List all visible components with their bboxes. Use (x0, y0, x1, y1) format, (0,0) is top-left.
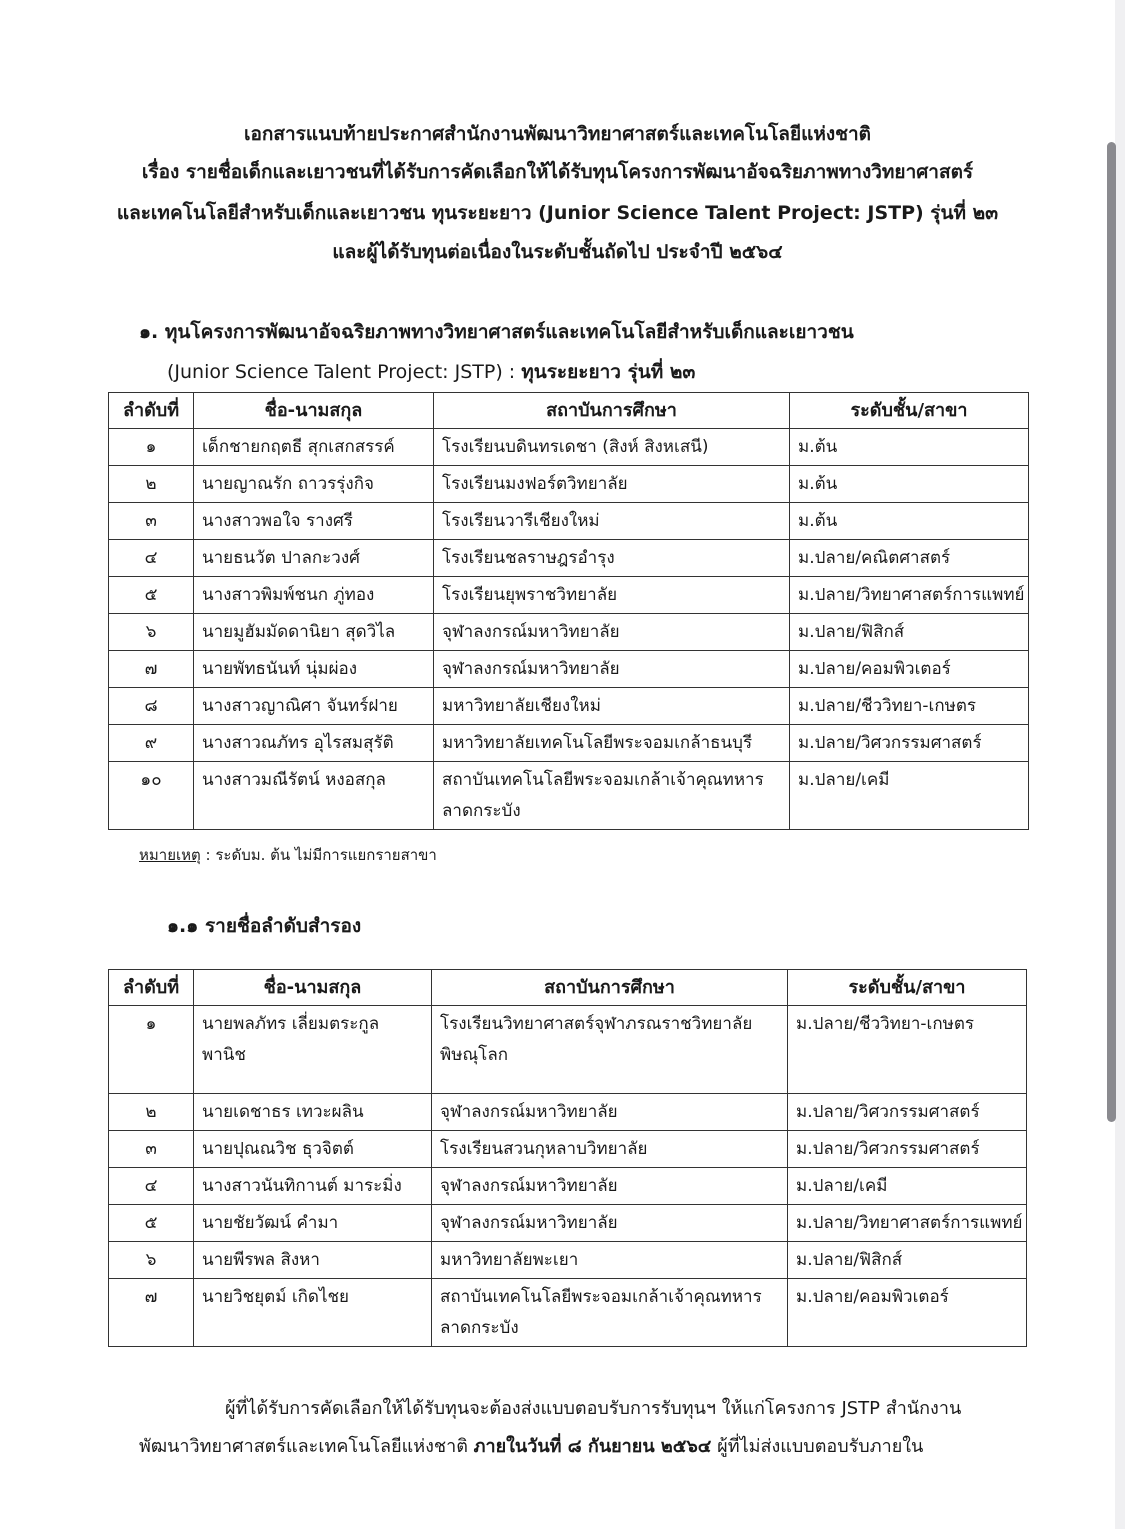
cell-no (109, 1094, 194, 1131)
cell-school-text: จุฬาลงกรณ์มหาวิทยาลัย (440, 1102, 618, 1122)
cell-school-text: จุฬาลงกรณ์มหาวิทยาลัย (442, 622, 620, 642)
table-header-row (109, 393, 1029, 429)
cell-school-text: จุฬาลงกรณ์มหาวิทยาลัย (442, 659, 620, 679)
table-row (109, 762, 1029, 830)
col-header-level: ระดับชั้น/สาขา (788, 970, 1027, 1006)
cell-school (434, 466, 790, 503)
cell-level-text: ม.ปลาย/ชีววิทยา-เกษตร (798, 696, 977, 716)
cell-no (109, 503, 194, 540)
cell-name-text: นายพลภัทร เลี่ยมตระกูล (202, 1014, 380, 1034)
cell-no-text: ๗ (144, 659, 158, 679)
cell-name-text: นางสาวพิมพ์ชนก ภู่ทอง (202, 585, 375, 605)
cell-no (109, 466, 194, 503)
table-row (109, 1205, 1027, 1242)
cell-no (109, 1205, 194, 1242)
cell-name-text: นางสาวพอใจ รางศรี (202, 511, 353, 531)
col-header-school: สถาบันการศึกษา (434, 393, 790, 429)
col-header-name: ชื่อ-นามสกุล (194, 970, 432, 1006)
cell-level-text: ม.ปลาย/วิศวกรรมศาสตร์ (796, 1102, 980, 1122)
cell-school-text: โรงเรียนวิทยาศาสตร์จุฬาภรณราชวิทยาลัย (440, 1014, 753, 1034)
cell-no-text: ๙ (144, 733, 158, 753)
cell-level-text: ม.ปลาย/คณิตศาสตร์ (798, 548, 951, 568)
doc-title-line-1: เอกสารแนบท้ายประกาศสำนักงานพัฒนาวิทยาศาสตร์และเทคโนโลยีแห่งชาติ (243, 123, 872, 145)
cell-name (194, 614, 434, 651)
cell-school (432, 1168, 788, 1205)
cell-level (790, 466, 1029, 503)
cell-name (194, 762, 434, 830)
reserve-table (108, 969, 1027, 1347)
cell-no (109, 1279, 194, 1347)
cell-name-text: นายปุณณวิช ธุวจิตต์ (202, 1139, 354, 1159)
cell-school (434, 429, 790, 466)
footer-deadline: ภายในวันที่ ๘ กันยายน ๒๕๖๔ (473, 1436, 712, 1457)
cell-no-text: ๗ (144, 1287, 158, 1307)
cell-name-text: นายธนวัต ปาลกะวงศ์ (202, 548, 360, 568)
section-1-subtitle (167, 360, 695, 384)
cell-school-text: โรงเรียนบดินทรเดชา (สิงห์ สิงหเสนี) (442, 437, 709, 457)
cell-name (194, 503, 434, 540)
cell-school (432, 1279, 788, 1347)
cell-school-text: จุฬาลงกรณ์มหาวิทยาลัย (440, 1213, 618, 1233)
cell-name-text: นางสาวมณีรัตน์ หงอสกุล (202, 770, 386, 790)
cell-school-text: โรงเรียนยุพราชวิทยาลัย (442, 585, 618, 605)
table-row (109, 1094, 1027, 1131)
cell-level (788, 1242, 1027, 1279)
cell-no-text: ๘ (144, 696, 158, 716)
cell-no (109, 577, 194, 614)
section-1-title: ๑. ทุนโครงการพัฒนาอัจฉริยภาพทางวิทยาศาสตร์และเทคโนโลยีสำหรับเด็กและเยาวชน (139, 321, 854, 343)
cell-no (109, 651, 194, 688)
cell-level-text: ม.ปลาย/วิศวกรรมศาสตร์ (798, 733, 982, 753)
scrollbar-thumb[interactable] (1107, 142, 1116, 1122)
table-row (109, 466, 1029, 503)
cell-name-text: นายเดชาธร เทวะผลิน (202, 1102, 364, 1122)
cell-name-text: นางสาวณภัทร อุไรสมสุรัติ (202, 733, 394, 753)
cell-no (109, 762, 194, 830)
cell-no-text: ๑ (145, 1014, 157, 1034)
cell-level-text: ม.ปลาย/ชีววิทยา-เกษตร (796, 1014, 975, 1034)
cell-level-text: ม.ปลาย/เคมี (798, 770, 890, 790)
footer-paragraph-line-1: ผู้ที่ได้รับการคัดเลือกให้ได้รับทุนจะต้องส่งแบบตอบรับการรับทุนฯ ให้แก่โครงการ JSTP สำนักงาน (225, 1398, 962, 1419)
table-note (139, 844, 437, 866)
cell-school (432, 1242, 788, 1279)
footer-line-2-start: พัฒนาวิทยาศาสตร์และเทคโนโลยีแห่งชาติ (139, 1436, 474, 1457)
cell-school-text: โรงเรียนมงฟอร์ตวิทยาลัย (442, 474, 628, 494)
cell-no (109, 1168, 194, 1205)
cell-level (790, 762, 1029, 830)
section-1-subtitle-batch: ทุนระยะยาว รุ่นที่ ๒๓ (521, 361, 696, 383)
cell-school (434, 614, 790, 651)
cell-no (109, 688, 194, 725)
note-label: หมายเหตุ (139, 846, 201, 864)
cell-level (788, 1131, 1027, 1168)
cell-level-text: ม.ปลาย/วิศวกรรมศาสตร์ (796, 1139, 980, 1159)
cell-level-text: ม.ต้น (798, 474, 838, 494)
cell-name (194, 429, 434, 466)
cell-name (194, 1168, 432, 1205)
cell-name-text: นางสาวนันทิกานต์ มาระมิ่ง (202, 1176, 402, 1196)
section-1-1-title: ๑.๑ รายชื่อลำดับสำรอง (167, 915, 362, 937)
cell-school-text: โรงเรียนวารีเชียงใหม่ (442, 511, 600, 531)
cell-level-text: ม.ปลาย/เคมี (796, 1176, 888, 1196)
cell-school (432, 1006, 788, 1094)
table-row (109, 1168, 1027, 1205)
cell-level (790, 688, 1029, 725)
cell-school-text-line-2: ลาดกระบัง (442, 801, 521, 821)
table-row (109, 503, 1029, 540)
col-header-no: ลำดับที่ (109, 970, 194, 1006)
note-text: : ระดับม. ต้น ไม่มีการแยกรายสาขา (200, 846, 437, 864)
cell-no-text: ๓ (145, 511, 157, 531)
table-row (109, 688, 1029, 725)
cell-no-text: ๒ (145, 474, 157, 494)
cell-name-text: นายพีรพล สิงหา (202, 1250, 320, 1270)
cell-name-text: นายวิชยุตม์ เกิดไชย (202, 1287, 350, 1307)
cell-level-text: ม.ปลาย/วิทยาศาสตร์การแพทย์ (796, 1213, 1023, 1233)
col-header-level: ระดับชั้น/สาขา (790, 393, 1029, 429)
cell-name (194, 540, 434, 577)
cell-no (109, 540, 194, 577)
cell-name (194, 1006, 432, 1094)
cell-no (109, 1131, 194, 1168)
cell-name-text: นายมูฮัมมัดดานิยา สุดวิไล (202, 622, 396, 642)
table-row (109, 540, 1029, 577)
cell-name-text: นายญาณรัก ถาวรรุ่งกิจ (202, 474, 374, 494)
cell-no-text: ๑๐ (140, 770, 162, 790)
cell-level (790, 503, 1029, 540)
cell-no (109, 1242, 194, 1279)
cell-name-text: นายพัทธนันท์ นุ่มผ่อง (202, 659, 358, 679)
cell-school-text: โรงเรียนสวนกุหลาบวิทยาลัย (440, 1139, 648, 1159)
cell-no-text: ๓ (145, 1139, 157, 1159)
cell-school (434, 688, 790, 725)
cell-school (434, 540, 790, 577)
cell-level (788, 1006, 1027, 1094)
cell-name (194, 688, 434, 725)
cell-name (194, 1094, 432, 1131)
table-row (109, 1279, 1027, 1347)
cell-school (432, 1094, 788, 1131)
cell-school (434, 725, 790, 762)
cell-school (432, 1205, 788, 1242)
col-header-school: สถาบันการศึกษา (432, 970, 788, 1006)
cell-school (434, 762, 790, 830)
cell-level-text: ม.ปลาย/ฟิสิกส์ (798, 622, 905, 642)
doc-title-line-2: เรื่อง รายชื่อเด็กและเยาวชนที่ได้รับการคัดเลือกให้ได้รับทุนโครงการพัฒนาอัจฉริยภาพทางวิทยาศาสตร์ (141, 161, 974, 183)
cell-no (109, 1006, 194, 1094)
cell-no-text: ๔ (144, 1176, 158, 1196)
cell-school (434, 651, 790, 688)
cell-name-text: นางสาวญาณิศา จันทร์ฝาย (202, 696, 398, 716)
cell-level-text: ม.ต้น (798, 437, 838, 457)
cell-level (788, 1094, 1027, 1131)
cell-name (194, 651, 434, 688)
cell-name-text-line-2: พานิช (202, 1045, 246, 1065)
cell-level (790, 540, 1029, 577)
cell-school (434, 577, 790, 614)
cell-name (194, 466, 434, 503)
footer-paragraph-line-2 (139, 1435, 923, 1459)
doc-title-line-3: และเทคโนโลยีสำหรับเด็กและเยาวชน ทุนระยะยาว (Junior Science Talent Project: JSTP) รุ่นที่ ๒๓ (116, 202, 999, 224)
cell-no (109, 429, 194, 466)
cell-level (790, 651, 1029, 688)
cell-level (790, 429, 1029, 466)
cell-name (194, 577, 434, 614)
cell-name (194, 1205, 432, 1242)
cell-level (788, 1205, 1027, 1242)
table-row (109, 614, 1029, 651)
cell-name (194, 1131, 432, 1168)
cell-level (788, 1168, 1027, 1205)
cell-no-text: ๕ (144, 585, 158, 605)
cell-name (194, 725, 434, 762)
col-header-name: ชื่อ-นามสกุล (194, 393, 434, 429)
cell-no-text: ๖ (145, 1250, 157, 1270)
cell-school-text-line-2: พิษณุโลก (440, 1045, 509, 1065)
table-row (109, 725, 1029, 762)
col-header-no: ลำดับที่ (109, 393, 194, 429)
cell-level (790, 725, 1029, 762)
cell-level-text: ม.ต้น (798, 511, 838, 531)
footer-line-2-end: ผู้ที่ไม่ส่งแบบตอบรับภายใน (711, 1436, 924, 1457)
cell-no-text: ๔ (144, 548, 158, 568)
cell-name (194, 1242, 432, 1279)
cell-school-text: โรงเรียนชลราษฎรอำรุง (442, 548, 615, 568)
table-row (109, 651, 1029, 688)
cell-no-text: ๖ (145, 622, 157, 642)
cell-school-text-line-2: ลาดกระบัง (440, 1318, 519, 1338)
cell-level-text: ม.ปลาย/คอมพิวเตอร์ (796, 1287, 949, 1307)
section-1-subtitle-project: (Junior Science Talent Project: JSTP) : (167, 361, 522, 383)
cell-no (109, 614, 194, 651)
doc-title-line-4: และผู้ได้รับทุนต่อเนื่องในระดับชั้นถัดไป ประจำปี ๒๕๖๔ (332, 241, 783, 263)
cell-school-text: สถาบันเทคโนโลยีพระจอมเกล้าเจ้าคุณทหาร (440, 1287, 762, 1307)
scrollbar-track[interactable] (1115, 0, 1125, 1529)
cell-level-text: ม.ปลาย/ฟิสิกส์ (796, 1250, 903, 1270)
cell-no (109, 725, 194, 762)
cell-school-text: มหาวิทยาลัยพะเยา (440, 1250, 579, 1270)
cell-level (788, 1279, 1027, 1347)
table-row (109, 429, 1029, 466)
cell-level-text: ม.ปลาย/วิทยาศาสตร์การแพทย์ (798, 585, 1025, 605)
table-row (109, 1131, 1027, 1168)
cell-school (434, 503, 790, 540)
cell-level-text: ม.ปลาย/คอมพิวเตอร์ (798, 659, 951, 679)
cell-level (790, 577, 1029, 614)
table-row (109, 577, 1029, 614)
cell-name (194, 1279, 432, 1347)
cell-name-text: นายชัยวัฒน์ คำมา (202, 1213, 339, 1233)
table-header-row (109, 970, 1027, 1006)
cell-no-text: ๒ (145, 1102, 157, 1122)
cell-school-text: มหาวิทยาลัยเชียงใหม่ (442, 696, 601, 716)
cell-level (790, 614, 1029, 651)
scholarship-table (108, 392, 1029, 830)
cell-no-text: ๑ (145, 437, 157, 457)
cell-school (432, 1131, 788, 1168)
cell-school-text: จุฬาลงกรณ์มหาวิทยาลัย (440, 1176, 618, 1196)
cell-school-text: มหาวิทยาลัยเทคโนโลยีพระจอมเกล้าธนบุรี (442, 733, 753, 753)
table-row (109, 1242, 1027, 1279)
table-row (109, 1006, 1027, 1094)
cell-school-text: สถาบันเทคโนโลยีพระจอมเกล้าเจ้าคุณทหาร (442, 770, 764, 790)
cell-name-text: เด็กชายกฤตธี สุกเสกสรรค์ (202, 437, 395, 457)
cell-no-text: ๕ (144, 1213, 158, 1233)
